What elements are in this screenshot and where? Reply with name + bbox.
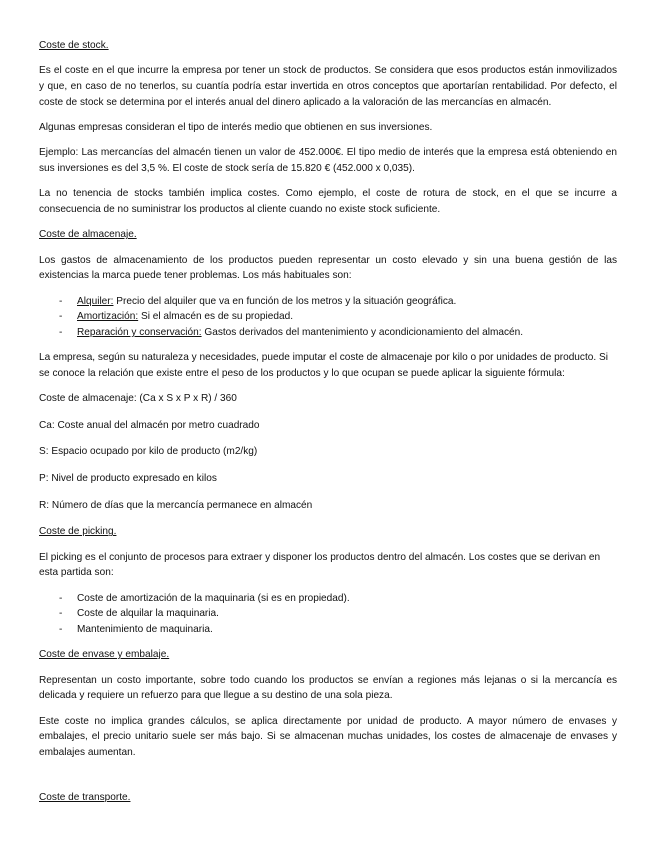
desc-alquiler: Precio del alquiler que va en función de los metros y la situación geográfica. [113,295,457,307]
list-item-picking-alquiler: - Coste de alquilar la maquinaria. [39,606,617,622]
term-amortizacion: Amortización: [77,311,139,323]
heading-coste-envase: Coste de envase y embalaje. [39,649,170,661]
desc-reparacion: Gastos derivados del mantenimiento y acondicionamiento del almacén. [201,326,524,338]
list-item-picking-amortizacion: - Coste de amortización de la maquinaria (si es en propiedad). [39,591,617,607]
list-item-picking-mantenimiento: - Mantenimiento de maquinaria. [39,622,617,638]
paragraph-envase-costo: Representan un costo importante, sobre todo cuando los productos se envían a regiones más lejanas o si la mercancía es delicada y requiere un refuerzo para que llegue a su destino de una sola pieza. [39,674,617,702]
heading-coste-transporte: Coste de transporte. [39,792,131,804]
document-page [39,38,617,816]
paragraph-picking-intro: El picking es el conjunto de procesos para extraer y disponer los productos dentro del almacén. Los costes que se derivan en esta partida son: [39,551,601,579]
formula-var-p: P: Nivel de producto expresado en kilos [39,473,217,485]
list-item-amortizacion [39,309,617,325]
heading-coste-almacenaje: Coste de almacenaje. [39,229,137,241]
almacenaje-formula: Coste de almacenaje: (Ca x S x P x R) / 360 [39,393,237,405]
heading-coste-picking: Coste de picking. [39,526,117,538]
picking-list [39,591,617,638]
formula-var-ca: Ca: Coste anual del almacén por metro cuadrado [39,419,260,431]
formula-var-s: S: Espacio ocupado por kilo de producto (m2/kg) [39,446,258,458]
paragraph-almacenaje-formula-intro: La empresa, según su naturaleza y necesidades, puede imputar el coste de almacenaje por kilo o por unidades de producto. Si se conoce la relación que existe entre el peso de los productos y lo que ocupan se puede aplicar la siguiente fórmula: [39,352,608,379]
paragraph-almacenaje-intro: Los gastos de almacenamiento de los productos pueden representar un costo elevado y sin una buena gestión de las existencias la marca puede tener problemas. Los más habituales son: [39,254,617,282]
paragraph-stock-example: Ejemplo: Las mercancías del almacén tienen un valor de 452.000€. El tipo medio de interés que la empresa está obteniendo en sus inversiones es del 3,5 %. El coste de stock sería de 15.820 € (452.000 x 0,035). [39,147,617,174]
paragraph-stock-interest: Algunas empresas consideran el tipo de interés medio que obtienen en sus inversiones. [39,121,433,133]
paragraph-stock-definition: Es el coste en el que incurre la empresa por tener un stock de productos. Se considera que esos productos están inmovilizados y que, en caso de no tenerlos, su cuantía podría estar invertida en otros conceptos que aportarían rentabilidad. Por defecto, el coste de stock se determina por el interés anual del dinero aplicado a la valoración de las mercancías en almacén. [39,65,617,108]
almacenaje-list [39,294,617,341]
term-alquiler: Alquiler: [77,295,114,307]
term-reparacion: Reparación y conservación: [77,326,202,338]
paragraph-envase-calculo: Este coste no implica grandes cálculos, se aplica directamente por unidad de producto. A mayor número de envases y embalajes, el precio unitario suele ser más bajo. Si se almacenan muchas unidades, los costes de almacenaje de envases y embalajes aumentan. [39,715,617,758]
formula-var-r: R: Número de días que la mercancía permanece en almacén [39,499,313,511]
heading-coste-stock: Coste de stock. [39,40,109,51]
list-item-reparacion [39,325,617,341]
paragraph-stock-rotura: La no tenencia de stocks también implica costes. Como ejemplo, el coste de rotura de stock, en el que se incurre a consecuencia de no suministrar los productos al cliente cuando no existe stock suficiente. [39,188,617,215]
desc-amortizacion: Si el almacén es de su propiedad. [138,311,294,323]
blank-space [39,770,617,790]
list-item-alquiler [39,294,617,310]
